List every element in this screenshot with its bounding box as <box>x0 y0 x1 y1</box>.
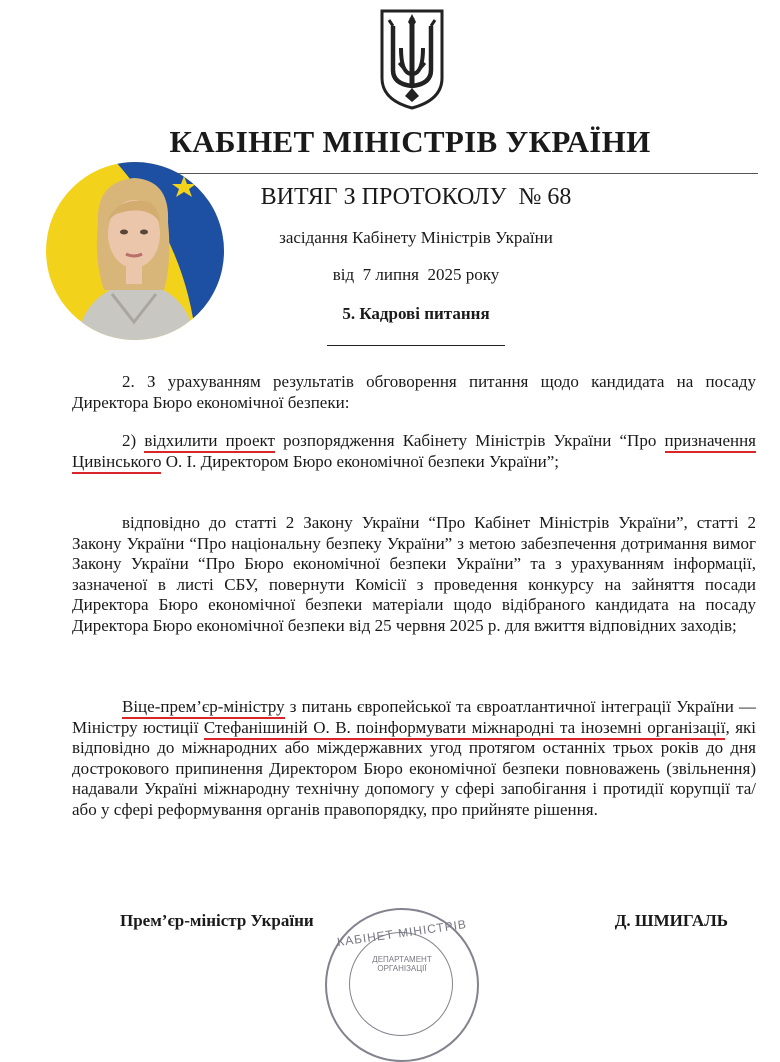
agenda-item: 5. Кадрові питання <box>342 304 490 323</box>
highlight-vice-prime-minister: Віце-прем’єр-міністру <box>122 697 285 719</box>
paragraph-3-text: відповідно до статті 2 Закону України “Про Кабінет Міністрів України”, статті 2 Закону України “Про національну безпеку України” з метою забезпечення дотримання вимог Закону України “Про Бюро економічної безпеки України” та з урахуванням інформації, зазначеної в листі СБУ, повернути Комісії з проведення конкурсу на зайняття посади Директора Бюро економічної безпеки матеріали щодо відібраного кандидата на посаду Директора Бюро економічної безпеки від 25 червня 2025 р. для вжиття відповідних заходів; <box>72 513 756 635</box>
stamp-inner-ring <box>349 932 453 1036</box>
session-date: від 7 липня 2025 року <box>332 265 500 284</box>
paragraph-2-mid: розпорядження Кабінету Міністрів України “Про <box>274 431 665 450</box>
highlight-reject-project: відхилити проект <box>144 431 275 453</box>
highlight-appointment: призначення Цивінського <box>72 431 756 474</box>
highlight-stefanishyna-inform: Стефанішиній О. В. поінформувати міжнародні та іноземні організації <box>204 718 726 740</box>
item-divider <box>327 345 505 346</box>
paragraph-3 <box>72 513 756 636</box>
paragraph-2-lead: 2) <box>122 431 145 450</box>
session-subtitle: засідання Кабінету Міністрів України <box>279 228 553 247</box>
paragraph-2-end: О. І. Директором Бюро економічної безпеки України”; <box>161 451 560 471</box>
title-divider <box>116 173 758 174</box>
paragraph-4-mid: з питань європейської та євроатлантичної інтеграції України — Міністру юстиції <box>72 697 756 737</box>
document-title: КАБІНЕТ МІНІСТРІВ УКРАЇНИ <box>169 124 651 159</box>
paragraph-4 <box>72 697 756 820</box>
paragraph-2 <box>72 431 756 472</box>
paragraph-1-text: 2. З урахуванням результатів обговорення питання щодо кандидата на посаду Директора Бюро економічної безпеки: <box>72 372 756 412</box>
trident-coat-of-arms-icon <box>379 8 445 110</box>
protocol-heading: ВИТЯГ З ПРОТОКОЛУ № 68 <box>260 184 572 210</box>
paragraph-1 <box>72 372 756 413</box>
portrait-photo <box>46 162 224 340</box>
signatory-position: Прем’єр-міністр України <box>120 911 314 930</box>
stamp-department-text: ДЕПАРТАМЕНТ ОРГАНІЗАЦІЇ <box>372 955 432 973</box>
paragraph-4-end: , які відповідно до міжнародних або міждержавних угод протягом останніх трьох років до дня дострокового припинення Директором Бюро економічної безпеки повноважень (звільнення) надавали Україні міжнародну технічну допомогу у сфері запобігання і протидії корупції та/або у сфері реформування органів правопорядку, про прийняте рішення. <box>72 717 756 819</box>
stamp-ring-text: КАБІНЕТ МІНІСТРІВ <box>336 916 468 950</box>
official-stamp <box>325 908 479 1062</box>
signatory-name: Д. ШМИГАЛЬ <box>614 911 728 930</box>
